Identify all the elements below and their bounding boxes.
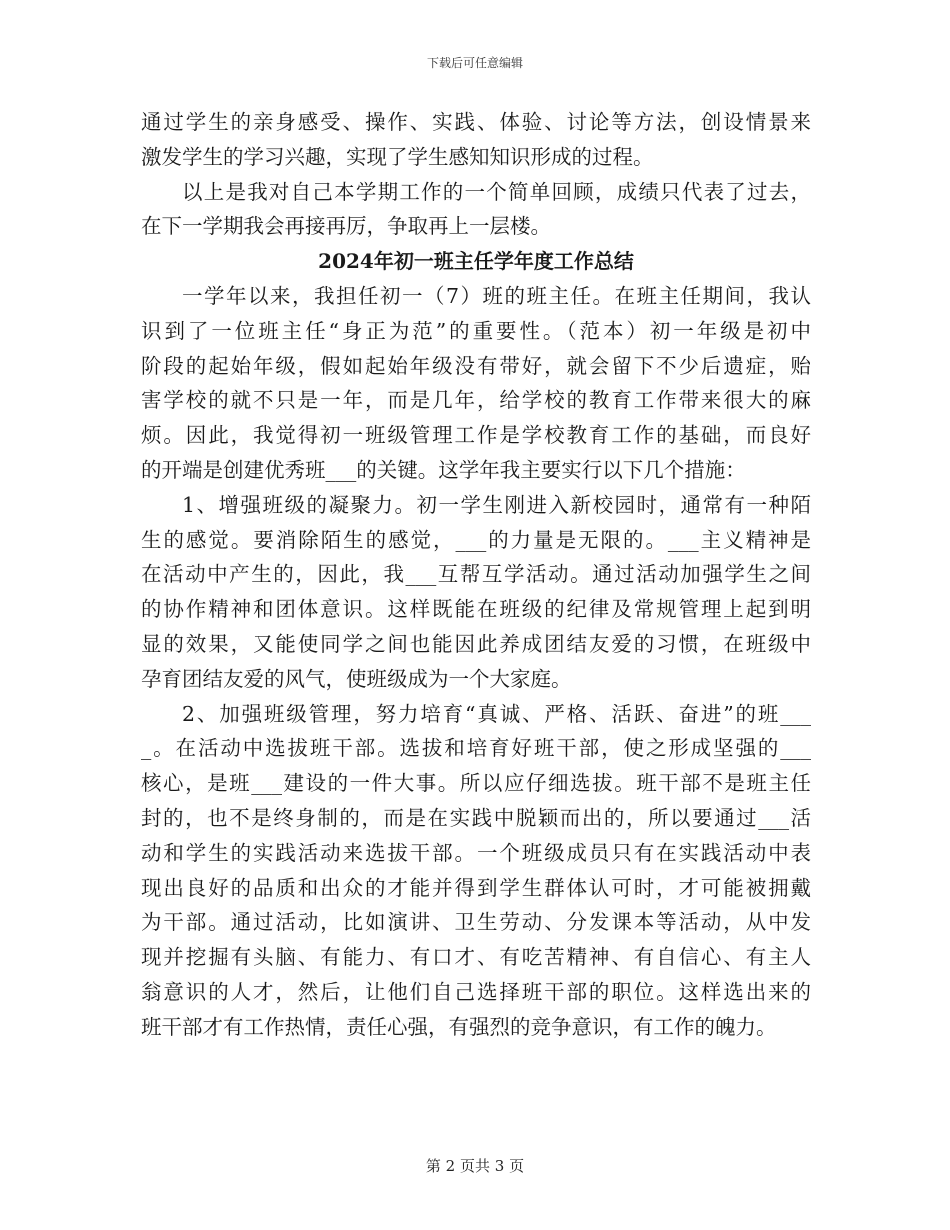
text-line: 现并挖掘有头脑、有能力、有口才、有吃苦精神、有自信心、有主人	[141, 945, 811, 970]
text-line: 动和学生的实践活动来选拔干部。一个班级成员只有在实践活动中表	[141, 840, 811, 865]
text-line: 为干部。通过活动，比如演讲、卫生劳动、分发课本等活动，从中发	[141, 910, 811, 935]
text-line: 2、加强班级管理，努力培育“真诚、严格、活跃、奋进”的班___	[182, 701, 811, 726]
text-line: 现出良好的品质和出众的才能并得到学生群体认可时，才可能被拥戴	[141, 875, 811, 900]
text-line: 阶段的起始年级，假如起始年级没有带好，就会留下不少后遗症，贻	[141, 353, 811, 378]
text-line: 核心，是班___建设的一件大事。所以应仔细选拔。班干部不是班主任	[141, 771, 811, 796]
text-line: 以上是我对自己本学期工作的一个简单回顾，成绩只代表了过去，	[182, 179, 811, 204]
text-line: 识到了一位班主任“身正为范”的重要性。（范本）初一年级是初中	[141, 318, 811, 343]
text-line: 激发学生的学习兴趣，实现了学生感知知识形成的过程。	[141, 144, 654, 169]
text-line: 通过学生的亲身感受、操作、实践、体验、讨论等方法，创设情景来	[141, 110, 811, 134]
text-line: 1、增强班级的凝聚力。初一学生刚进入新校园时，通常有一种陌	[182, 492, 811, 517]
text-line: 显的效果，又能使同学之间也能因此养成团结友爱的习惯，在班级中	[141, 631, 811, 656]
text-line: 班干部才有工作热情，责任心强，有强烈的竞争意识，有工作的魄力。	[141, 1014, 777, 1039]
text-line: 生的感觉。要消除陌生的感觉，___的力量是无限的。___主义精神是	[141, 527, 811, 552]
document-body	[141, 105, 811, 1045]
text-line: 烦。因此，我觉得初一班级管理工作是学校教育工作的基础，而良好	[141, 423, 811, 448]
text-line: 在下一学期我会再接再厉，争取再上一层楼。	[141, 214, 551, 239]
closing-paragraph	[141, 175, 811, 245]
text-line: 一学年以来，我担任初一（7）班的班主任。在班主任期间，我认	[182, 283, 811, 308]
text-line: 孕育团结友爱的风气，使班级成为一个大家庭。	[141, 666, 572, 691]
intro-paragraph	[141, 105, 811, 175]
text-line: 在活动中产生的，因此，我___互帮互学活动。通过活动加强学生之间	[141, 562, 811, 587]
section-title: 2024年初一班主任学年度工作总结	[318, 249, 634, 274]
page-header: 下载后可任意编辑	[426, 56, 523, 70]
text-line: 的开端是创建优秀班___的关键。这学年我主要实行以下几个措施：	[141, 457, 746, 482]
text-line: 封的，也不是终身制的，而是在实践中脱颖而出的，所以要通过___活	[141, 805, 811, 830]
paragraph-1	[141, 279, 811, 488]
paragraph-2	[141, 488, 811, 697]
text-line: _。在活动中选拔班干部。选拔和培育好班干部，使之形成坚强的___	[141, 736, 811, 761]
text-line: 害学校的就不只是一年，而是几年，给学校的教育工作带来很大的麻	[141, 388, 811, 413]
text-line: 的协作精神和团体意识。这样既能在班级的纪律及常规管理上起到明	[141, 597, 811, 622]
page-footer: 第 2 页共 3 页	[425, 1157, 525, 1175]
paragraph-3	[141, 697, 811, 1045]
text-line: 翁意识的人才，然后，让他们自己选择班干部的职位。这样选出来的	[141, 979, 811, 1004]
